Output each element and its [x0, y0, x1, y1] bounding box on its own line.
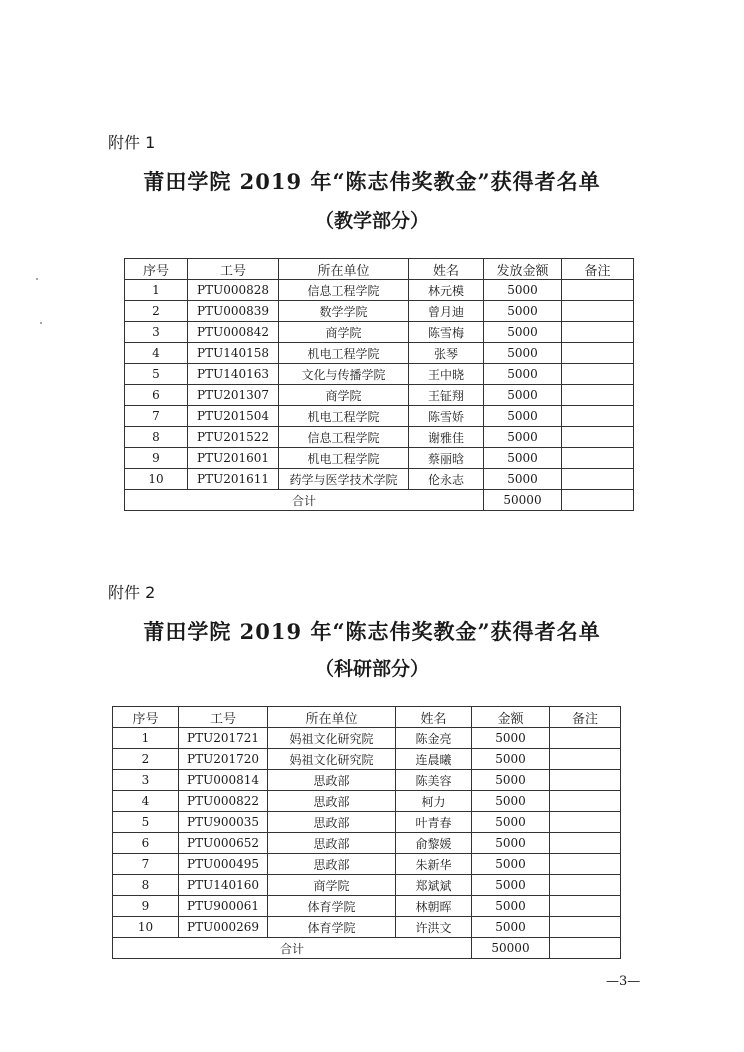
table-row	[113, 875, 621, 896]
column-header: 工号	[179, 707, 268, 728]
table-row	[125, 364, 634, 385]
column-header: 备注	[562, 259, 634, 280]
table-cell: PTU201601	[188, 448, 279, 469]
table-cell: 商学院	[279, 322, 409, 343]
table-cell: 5000	[472, 791, 550, 812]
table-cell: 5	[113, 812, 179, 833]
table-cell: 7	[125, 406, 188, 427]
column-header: 序号	[125, 259, 188, 280]
table-cell: 叶青春	[396, 812, 472, 833]
table-cell: 信息工程学院	[279, 427, 409, 448]
table-cell: 5	[125, 364, 188, 385]
scan-speck	[36, 278, 38, 280]
table-cell	[562, 427, 634, 448]
table-header-row	[113, 707, 621, 728]
column-header: 工号	[188, 259, 279, 280]
table-cell: PTU201307	[188, 385, 279, 406]
table-cell: 5000	[484, 364, 562, 385]
table-row	[113, 854, 621, 875]
table-cell	[562, 406, 634, 427]
table-cell: PTU201721	[179, 728, 268, 749]
table-cell: PTU900035	[179, 812, 268, 833]
table-cell: 5000	[484, 406, 562, 427]
table-cell: 5000	[472, 812, 550, 833]
column-header: 金额	[472, 707, 550, 728]
table-cell: 数学学院	[279, 301, 409, 322]
table-cell: PTU140160	[179, 875, 268, 896]
table-cell: 药学与医学技术学院	[279, 469, 409, 490]
table-cell	[550, 854, 621, 875]
table-cell: 思政部	[268, 791, 396, 812]
total-value: 50000	[472, 938, 550, 959]
table-cell: 1	[125, 280, 188, 301]
table-cell: PTU140163	[188, 364, 279, 385]
table-cell: PTU000495	[179, 854, 268, 875]
table-row	[113, 896, 621, 917]
table-cell: 8	[125, 427, 188, 448]
table-cell: 6	[113, 833, 179, 854]
table-cell: 王钲翔	[409, 385, 484, 406]
table-cell: 陈雪梅	[409, 322, 484, 343]
table-cell: 1	[113, 728, 179, 749]
column-header: 备注	[550, 707, 621, 728]
table-row	[113, 728, 621, 749]
table-cell: 蔡丽晗	[409, 448, 484, 469]
table-cell: 5000	[472, 728, 550, 749]
table-cell	[550, 812, 621, 833]
table-cell: 5000	[484, 385, 562, 406]
column-header: 姓名	[409, 259, 484, 280]
table-cell	[550, 770, 621, 791]
column-header: 发放金额	[484, 259, 562, 280]
document-title-1: 莆田学院 2019 年“陈志伟奖教金”获得者名单	[143, 169, 601, 194]
table-row	[113, 833, 621, 854]
table-cell	[550, 938, 621, 959]
table-cell	[550, 875, 621, 896]
table-cell: 机电工程学院	[279, 406, 409, 427]
document-subtitle-1: （教学部分）	[314, 210, 429, 232]
table-cell: PTU201522	[188, 427, 279, 448]
column-header: 序号	[113, 707, 179, 728]
attachment-label-1: 附件 1	[108, 133, 156, 152]
table-cell	[562, 301, 634, 322]
table-cell: 伦永志	[409, 469, 484, 490]
table-cell: 妈祖文化研究院	[268, 749, 396, 770]
table-row	[125, 280, 634, 301]
table-cell: 5000	[484, 469, 562, 490]
table-cell	[562, 448, 634, 469]
table-row	[125, 322, 634, 343]
table-cell: 思政部	[268, 854, 396, 875]
table-cell: 5000	[484, 301, 562, 322]
table-cell: PTU000828	[188, 280, 279, 301]
table-cell: 5000	[472, 917, 550, 938]
table-row	[113, 917, 621, 938]
scan-speck	[40, 322, 42, 324]
table-cell: PTU000822	[179, 791, 268, 812]
table-cell: 4	[125, 343, 188, 364]
table-row	[125, 427, 634, 448]
table-cell: 6	[125, 385, 188, 406]
table-cell: 5000	[484, 448, 562, 469]
table-cell: PTU000842	[188, 322, 279, 343]
table-cell: 机电工程学院	[279, 448, 409, 469]
table-cell: 林朝晖	[396, 896, 472, 917]
table-cell: 陈金亮	[396, 728, 472, 749]
table-cell: 思政部	[268, 833, 396, 854]
attachment-label-2: 附件 2	[108, 583, 156, 602]
table-row	[125, 343, 634, 364]
table-row	[125, 448, 634, 469]
document-subtitle-2: （科研部分）	[314, 658, 429, 680]
table-cell: 连晨曦	[396, 749, 472, 770]
total-label: 合计	[125, 490, 484, 511]
table-cell: 4	[113, 791, 179, 812]
table-cell: 5000	[472, 770, 550, 791]
table-cell: 王中晓	[409, 364, 484, 385]
table-cell: 朱新华	[396, 854, 472, 875]
table-row	[125, 301, 634, 322]
table-cell	[562, 322, 634, 343]
table-cell: 5000	[472, 749, 550, 770]
table-total-row	[113, 938, 621, 959]
table-cell: 谢雅佳	[409, 427, 484, 448]
table-cell: PTU201504	[188, 406, 279, 427]
table-cell: 文化与传播学院	[279, 364, 409, 385]
total-value: 50000	[484, 490, 562, 511]
table-cell: 陈美容	[396, 770, 472, 791]
table-cell: 思政部	[268, 770, 396, 791]
table-cell	[550, 833, 621, 854]
table-cell: 思政部	[268, 812, 396, 833]
table-cell	[562, 469, 634, 490]
table-row	[113, 770, 621, 791]
table-cell: 林元模	[409, 280, 484, 301]
table-cell: 曾月迪	[409, 301, 484, 322]
table-cell: 5000	[484, 427, 562, 448]
column-header: 姓名	[396, 707, 472, 728]
table-row	[125, 406, 634, 427]
column-header: 所在单位	[268, 707, 396, 728]
table-cell	[562, 490, 634, 511]
table-cell: 陈雪娇	[409, 406, 484, 427]
table-cell: 5000	[472, 854, 550, 875]
table-cell: 5000	[472, 896, 550, 917]
table-row	[125, 469, 634, 490]
document-title-2: 莆田学院 2019 年“陈志伟奖教金”获得者名单	[143, 619, 601, 644]
table-cell	[550, 749, 621, 770]
table-cell: 机电工程学院	[279, 343, 409, 364]
table-cell: 妈祖文化研究院	[268, 728, 396, 749]
table-total-row	[125, 490, 634, 511]
table-cell: 郑斌斌	[396, 875, 472, 896]
table-cell: 体育学院	[268, 896, 396, 917]
table-row	[113, 791, 621, 812]
table-cell	[550, 728, 621, 749]
table-cell: 张琴	[409, 343, 484, 364]
table-row	[113, 812, 621, 833]
table-header-row	[125, 259, 634, 280]
table-cell: PTU000839	[188, 301, 279, 322]
table-cell: 3	[125, 322, 188, 343]
table-cell: PTU201720	[179, 749, 268, 770]
awardee-table-teaching	[124, 258, 634, 511]
table-cell	[550, 791, 621, 812]
table-cell	[562, 385, 634, 406]
table-cell: 体育学院	[268, 917, 396, 938]
table-cell: 5000	[472, 875, 550, 896]
table-cell	[550, 917, 621, 938]
table-cell: 5000	[484, 322, 562, 343]
table-cell: PTU000269	[179, 917, 268, 938]
table-row	[113, 749, 621, 770]
table-cell: 许洪文	[396, 917, 472, 938]
awardee-table-research	[112, 706, 621, 959]
table-cell: 商学院	[268, 875, 396, 896]
table-cell: 5000	[484, 343, 562, 364]
table-cell	[562, 343, 634, 364]
table-cell: 2	[113, 749, 179, 770]
table-cell: PTU000652	[179, 833, 268, 854]
total-label: 合计	[113, 938, 472, 959]
table-cell: 商学院	[279, 385, 409, 406]
table-cell: 9	[125, 448, 188, 469]
table-cell: 10	[125, 469, 188, 490]
table-cell: 信息工程学院	[279, 280, 409, 301]
table-cell: 5000	[484, 280, 562, 301]
table-cell: 5000	[472, 833, 550, 854]
table-cell: 俞黎媛	[396, 833, 472, 854]
table-cell: 柯力	[396, 791, 472, 812]
table-cell: PTU000814	[179, 770, 268, 791]
table-cell: 2	[125, 301, 188, 322]
table-cell: PTU140158	[188, 343, 279, 364]
page-number: —3—	[606, 974, 641, 989]
table-cell: 7	[113, 854, 179, 875]
table-cell: 9	[113, 896, 179, 917]
table-cell	[562, 280, 634, 301]
table-cell	[562, 364, 634, 385]
table-row	[125, 385, 634, 406]
table-cell: 3	[113, 770, 179, 791]
table-cell	[550, 896, 621, 917]
table-cell: 8	[113, 875, 179, 896]
table-cell: PTU201611	[188, 469, 279, 490]
table-cell: PTU900061	[179, 896, 268, 917]
table-cell: 10	[113, 917, 179, 938]
column-header: 所在单位	[279, 259, 409, 280]
